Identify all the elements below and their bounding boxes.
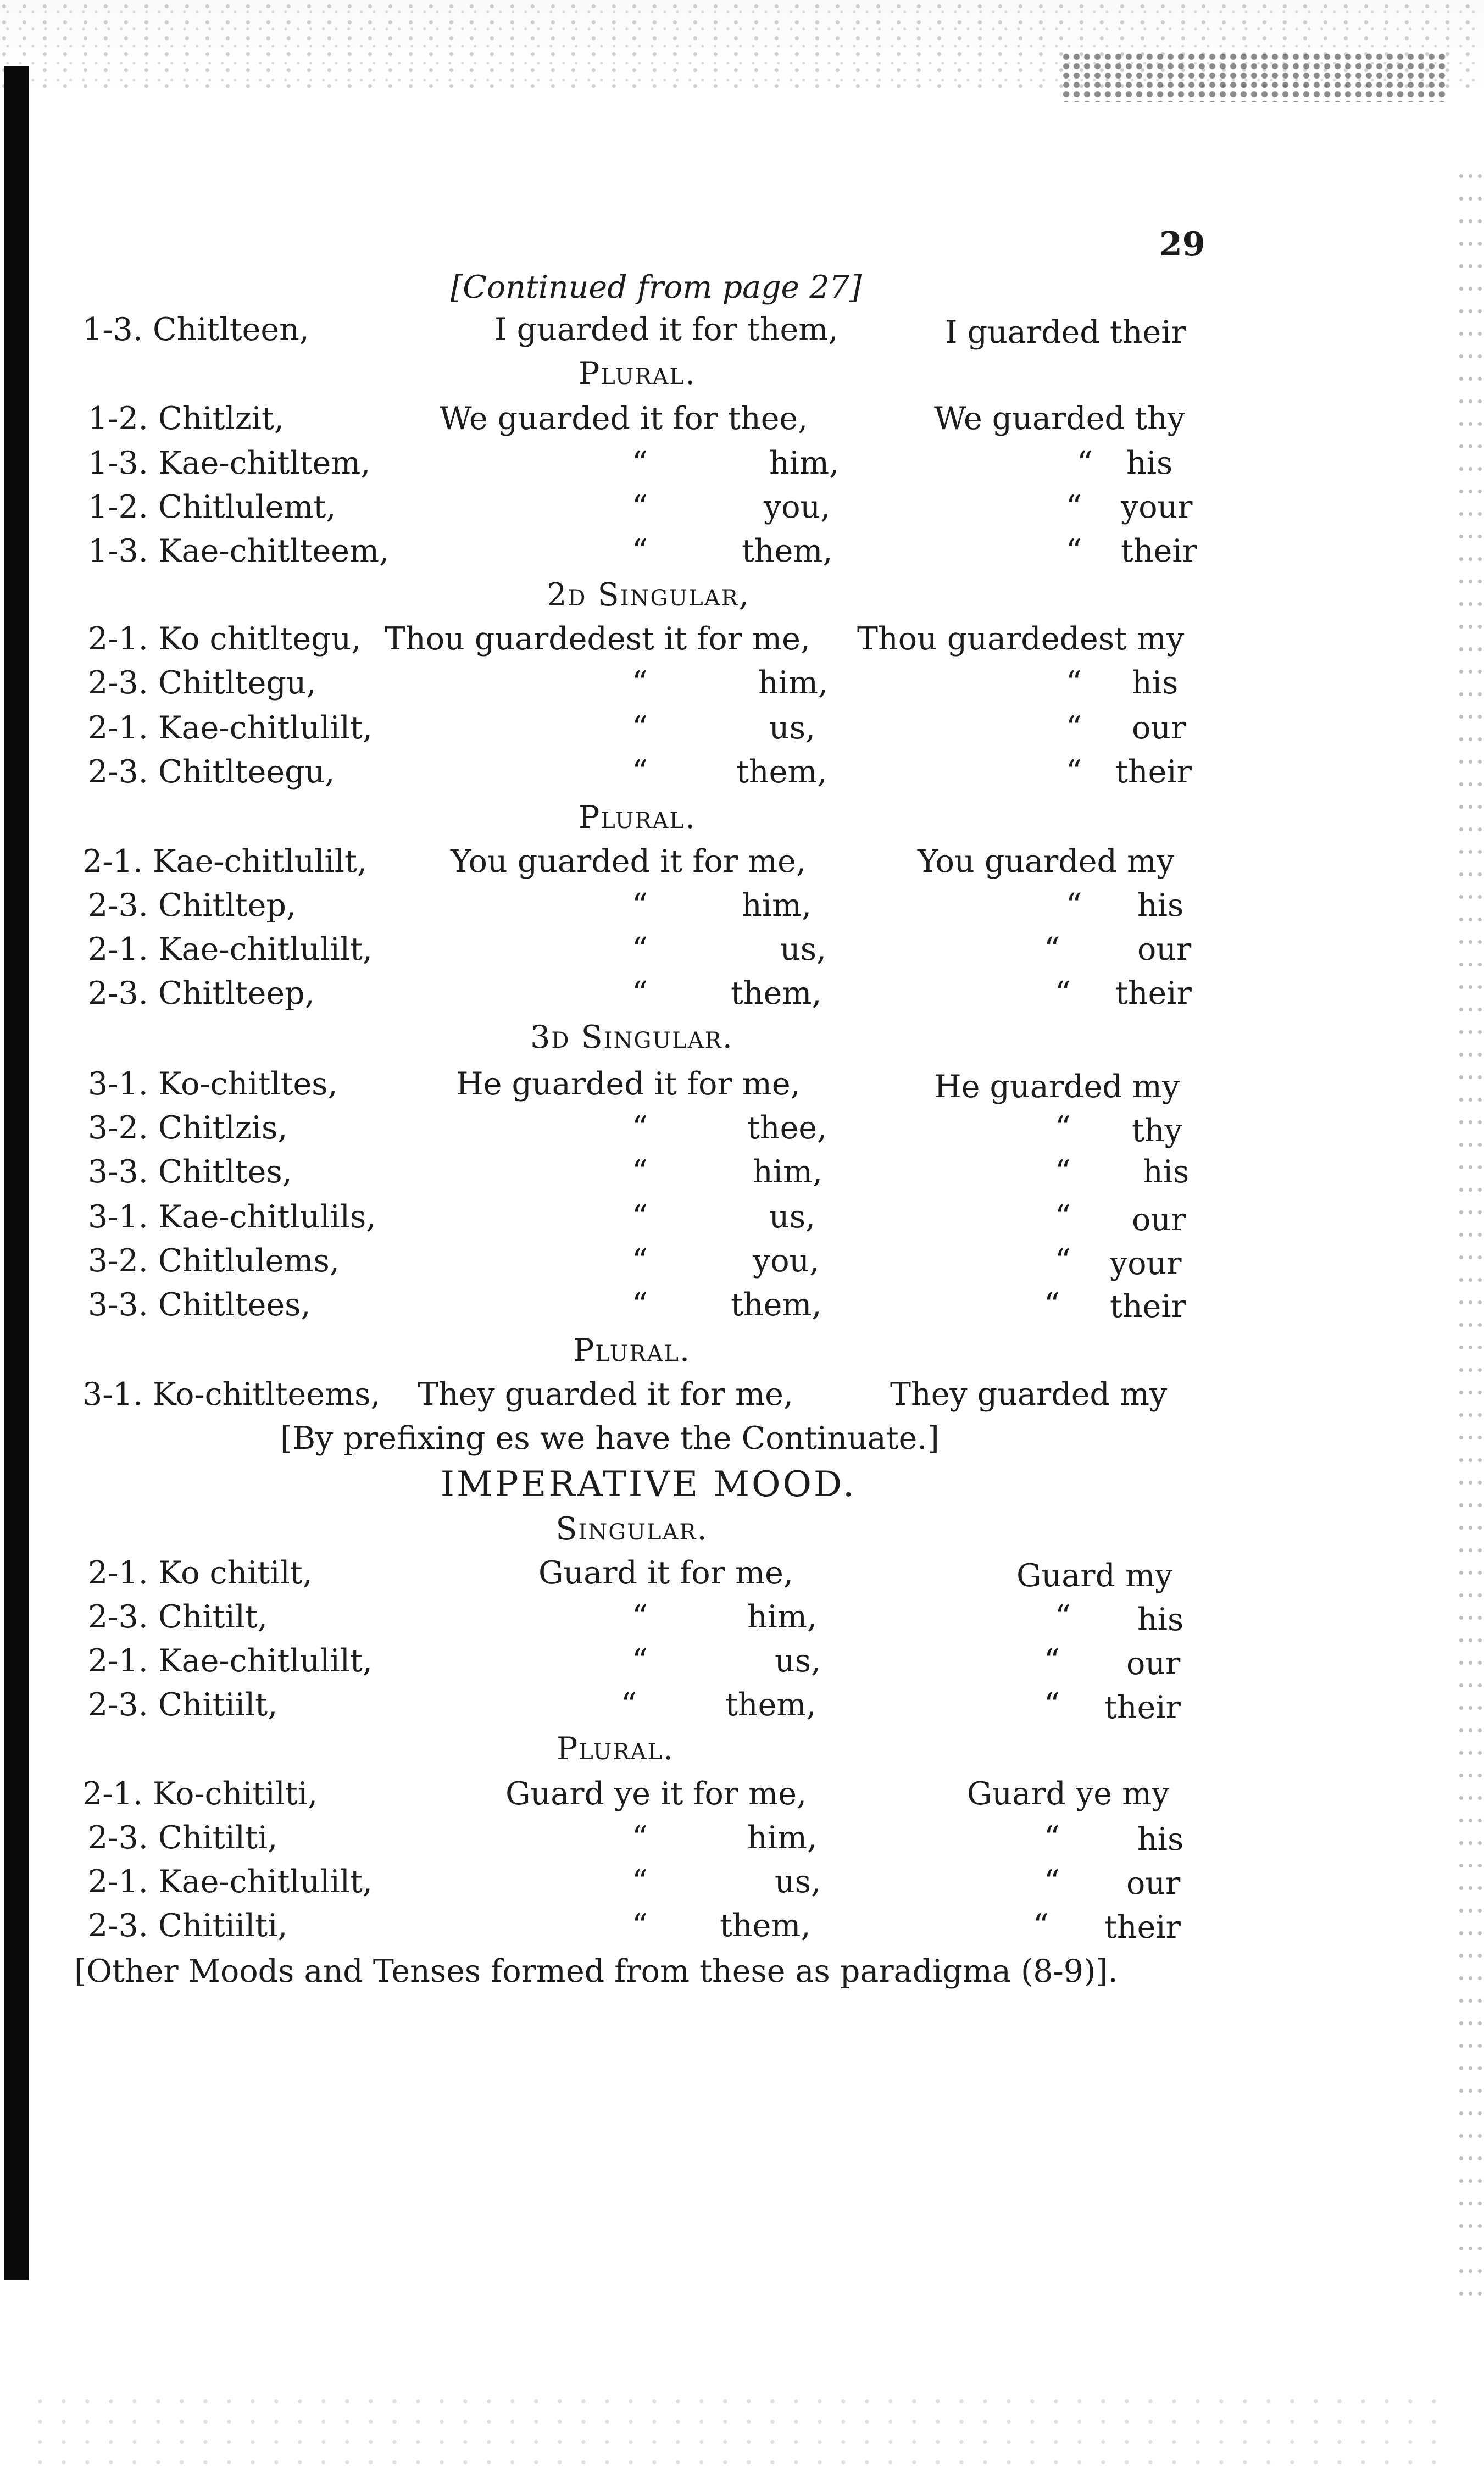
ditto-mark: “ — [1055, 1599, 1071, 1635]
row-code: 1-2. Chitlulemt, — [88, 489, 336, 525]
continued-note: [Continued from page 27] — [451, 269, 862, 305]
row-possessive: We guarded thy — [934, 401, 1185, 437]
row-possessive: our — [1137, 931, 1192, 968]
row-code: 2-3. Chitltep, — [88, 887, 296, 924]
row-possessive: our — [1132, 710, 1186, 746]
row-possessive: I guarded their — [945, 314, 1186, 351]
row-code: 2-3. Chitlteep, — [88, 975, 315, 1011]
binding-edge — [4, 66, 29, 2280]
row-possessive: Guard my — [1016, 1558, 1173, 1594]
heading-2d-singular: 2d Singular, — [547, 577, 750, 613]
row-possessive: our — [1126, 1646, 1181, 1682]
row-object: you, — [764, 489, 831, 525]
row-object: us, — [769, 1199, 816, 1235]
row-possessive: their — [1104, 1909, 1181, 1946]
row-possessive: Thou guardedest my — [857, 621, 1185, 657]
row-code: 2-1. Kae-chitlulilt, — [88, 710, 373, 746]
ditto-mark: “ — [632, 931, 648, 968]
row-possessive: thy — [1132, 1113, 1182, 1149]
row-object: him, — [747, 1820, 818, 1856]
row-code: 2-1. Kae-chitlulilt, — [88, 1864, 373, 1900]
ditto-mark: “ — [1044, 1643, 1060, 1679]
ditto-mark: “ — [1066, 533, 1082, 569]
row-object: us, — [775, 1864, 821, 1900]
row-object: him, — [758, 665, 829, 701]
row-code: 2-1. Ko-chitilti, — [82, 1776, 318, 1812]
ditto-mark: “ — [632, 754, 648, 790]
row-english: He guarded it for me, — [456, 1066, 801, 1102]
ditto-mark: “ — [632, 665, 648, 701]
heading-imperative-mood: IMPERATIVE MOOD. — [440, 1464, 857, 1505]
row-possessive: our — [1132, 1202, 1186, 1238]
row-possessive: your — [1110, 1246, 1182, 1282]
scan-noise-right — [1457, 165, 1484, 2308]
scan-noise-bottom — [33, 2391, 1439, 2468]
row-object: them, — [731, 1287, 822, 1323]
row-code: 3-3. Chitltees, — [88, 1287, 311, 1323]
ditto-mark: “ — [1077, 445, 1093, 481]
row-possessive: their — [1115, 975, 1192, 1011]
ditto-mark: “ — [1055, 1243, 1071, 1279]
row-code: 2-1. Kae-chitlulilt, — [82, 843, 368, 880]
row-possessive: Guard ye my — [967, 1776, 1170, 1812]
row-code: 2-3. Chitltegu, — [88, 665, 316, 701]
row-code: 3-1. Ko-chitltes, — [88, 1066, 338, 1102]
scan-noise-top-dark — [1061, 52, 1446, 102]
row-code: 2-1. Kae-chitlulilt, — [88, 1643, 373, 1679]
page-number: 29 — [1159, 225, 1205, 264]
row-code: 2-1. Ko chitltegu, — [88, 621, 362, 657]
row-code: 1-3. Kae-chitltem, — [88, 445, 371, 481]
ditto-mark: “ — [1066, 754, 1082, 790]
row-object: him, — [769, 445, 840, 481]
row-code: 3-2. Chitlzis, — [88, 1110, 288, 1146]
ditto-mark: “ — [632, 1864, 648, 1900]
ditto-mark: “ — [1055, 1154, 1071, 1190]
row-object: us, — [775, 1643, 821, 1679]
ditto-mark: “ — [632, 710, 648, 746]
row-possessive: He guarded my — [934, 1069, 1180, 1105]
ditto-mark: “ — [632, 1599, 648, 1635]
ditto-mark: “ — [632, 1643, 648, 1679]
row-english: We guarded it for thee, — [440, 401, 808, 437]
ditto-mark: “ — [1044, 1864, 1060, 1900]
row-possessive: their — [1110, 1288, 1186, 1325]
row-object: thee, — [747, 1110, 827, 1146]
row-code: 1-3. Kae-chitlteem, — [88, 533, 390, 569]
ditto-mark: “ — [1044, 1287, 1060, 1323]
row-english: Guard it for me, — [538, 1555, 794, 1591]
row-code: 2-3. Chitlteegu, — [88, 754, 335, 790]
row-english: Thou guardedest it for me, — [385, 621, 810, 657]
row-possessive: They guarded my — [890, 1376, 1168, 1413]
ditto-mark: “ — [1044, 1820, 1060, 1856]
row-object: him, — [753, 1154, 823, 1190]
row-code: 2-1. Kae-chitlulilt, — [88, 931, 373, 968]
row-code: 3-2. Chitlulems, — [88, 1243, 340, 1279]
ditto-mark: “ — [632, 1199, 648, 1235]
row-possessive: his — [1137, 1821, 1184, 1858]
ditto-mark: “ — [1044, 931, 1060, 968]
ditto-mark: “ — [1055, 975, 1071, 1011]
ditto-mark: “ — [632, 533, 648, 569]
row-code: 2-3. Chitilt, — [88, 1599, 268, 1635]
row-english: I guarded it for them, — [494, 312, 838, 348]
row-object: them, — [742, 533, 833, 569]
row-object: us, — [769, 710, 816, 746]
row-code: 3-1. Kae-chitlulils, — [88, 1199, 376, 1235]
ditto-mark: “ — [632, 1820, 648, 1856]
row-code: 3-3. Chitltes, — [88, 1154, 292, 1190]
row-possessive: his — [1143, 1154, 1190, 1190]
ditto-mark: “ — [632, 887, 648, 924]
heading-plural: Plural. — [573, 1332, 691, 1369]
row-object: us, — [780, 931, 827, 968]
row-possessive: our — [1126, 1865, 1181, 1902]
row-possessive: your — [1121, 489, 1193, 525]
row-possessive: their — [1115, 754, 1192, 790]
heading-3d-singular: 3d Singular. — [530, 1019, 733, 1055]
ditto-mark: “ — [1066, 887, 1082, 924]
row-possessive: his — [1137, 1602, 1184, 1638]
ditto-mark: “ — [632, 489, 648, 525]
row-possessive: his — [1137, 887, 1184, 924]
row-possessive: You guarded my — [918, 843, 1175, 880]
heading-plural: Plural. — [578, 355, 697, 392]
row-object: them, — [731, 975, 822, 1011]
row-possessive: his — [1132, 665, 1179, 701]
row-object: them, — [736, 754, 827, 790]
row-english: They guarded it for me, — [418, 1376, 793, 1413]
heading-singular: Singular. — [555, 1511, 708, 1547]
ditto-mark: “ — [1066, 665, 1082, 701]
row-possessive: his — [1126, 445, 1173, 481]
ditto-mark: “ — [632, 1110, 648, 1146]
row-english: Guard ye it for me, — [505, 1776, 807, 1812]
note-continuate: [By prefixing es we have the Continuate.] — [280, 1420, 940, 1457]
row-object: you, — [753, 1243, 820, 1279]
ditto-mark: “ — [1066, 489, 1082, 525]
ditto-mark: “ — [632, 445, 648, 481]
row-code: 2-1. Ko chitilt, — [88, 1555, 313, 1591]
ditto-mark: “ — [632, 1243, 648, 1279]
ditto-mark: “ — [1066, 710, 1082, 746]
row-english: You guarded it for me, — [451, 843, 807, 880]
ditto-mark: “ — [1044, 1687, 1060, 1723]
row-object: them, — [720, 1908, 811, 1944]
row-object: them, — [725, 1687, 816, 1723]
row-code: 2-3. Chitiilti, — [88, 1908, 288, 1944]
row-code: 1-3. Chitlteen, — [82, 312, 309, 348]
ditto-mark: “ — [621, 1687, 637, 1723]
ditto-mark: “ — [632, 975, 648, 1011]
ditto-mark: “ — [1033, 1908, 1049, 1944]
ditto-mark: “ — [632, 1908, 648, 1944]
row-code: 1-2. Chitlzit, — [88, 401, 285, 437]
row-code: 3-1. Ko-chitlteems, — [82, 1376, 381, 1413]
ditto-mark: “ — [632, 1287, 648, 1323]
ditto-mark: “ — [632, 1154, 648, 1190]
row-possessive: their — [1121, 533, 1197, 569]
ditto-mark: “ — [1055, 1110, 1071, 1146]
heading-plural: Plural. — [556, 1731, 675, 1767]
row-code: 2-3. Chitilti, — [88, 1820, 278, 1856]
row-object: him, — [742, 887, 812, 924]
row-code: 2-3. Chitiilt, — [88, 1687, 278, 1723]
row-object: him, — [747, 1599, 818, 1635]
heading-plural: Plural. — [578, 799, 697, 836]
note-other-moods: [Other Moods and Tenses formed from these as paradigma (8-9)]. — [74, 1953, 1118, 1989]
ditto-mark: “ — [1055, 1199, 1071, 1235]
row-possessive: their — [1104, 1689, 1181, 1726]
